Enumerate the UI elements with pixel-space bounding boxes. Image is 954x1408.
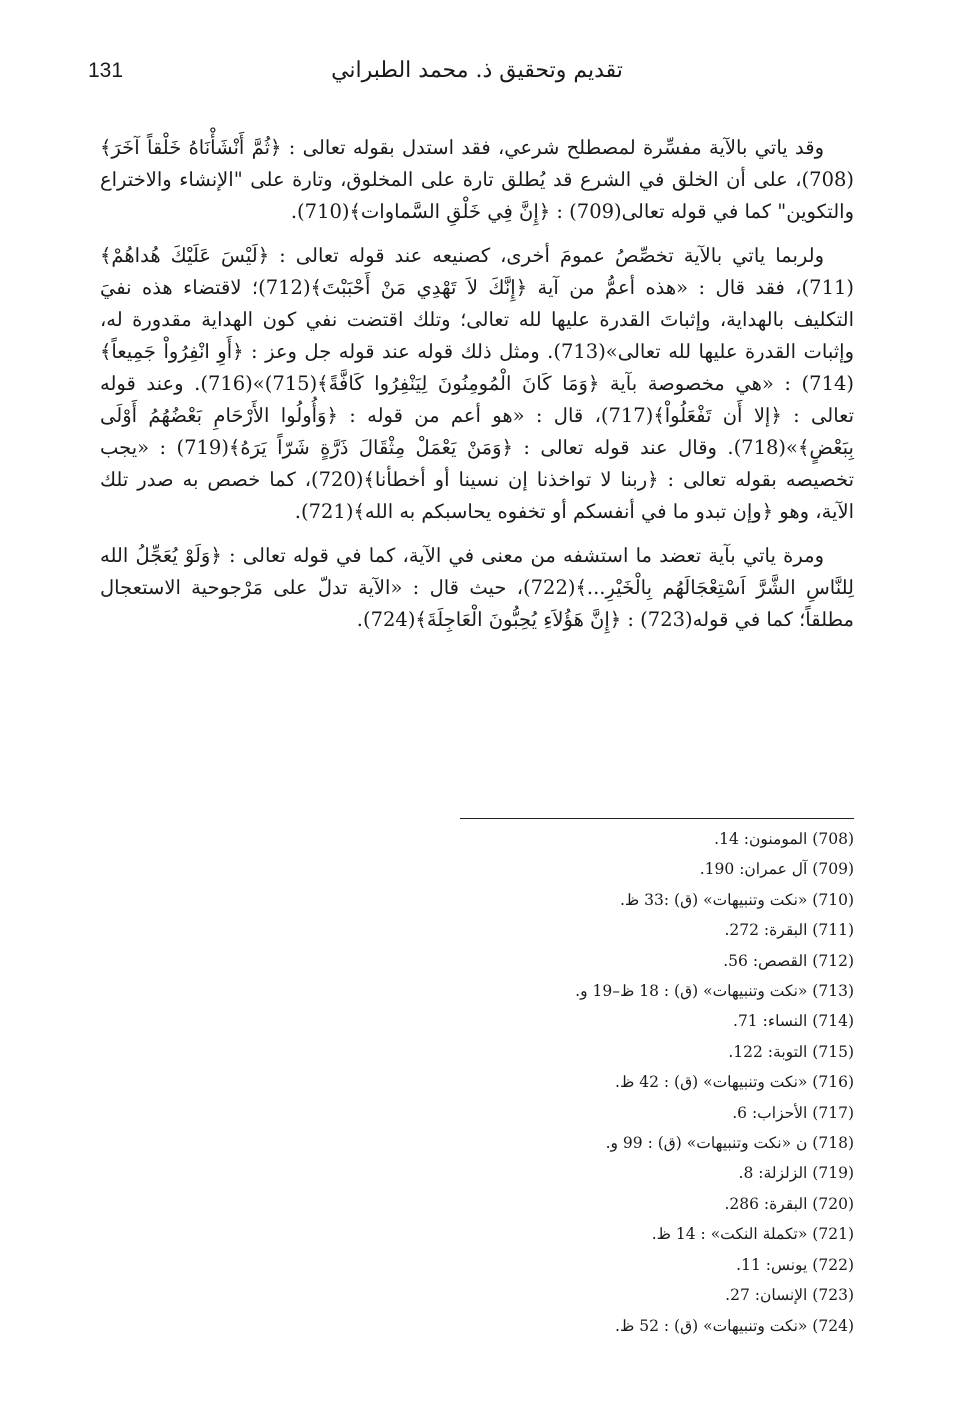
footnote-717: (717) الأحزاب: 6. — [732, 1103, 854, 1122]
page-number: 131 — [88, 59, 124, 82]
main-text — [100, 132, 854, 648]
footnote-711: (711) البقرة: 272. — [724, 921, 854, 940]
running-header-title: تقديم وتحقيق ذ. محمد الطبراني — [331, 58, 623, 83]
footnote-708: (708) المومنون: 14. — [714, 830, 854, 848]
footnote-723: (723) الإنسان: 27. — [725, 1286, 854, 1305]
footnote-720: (720) البقرة: 286. — [724, 1194, 854, 1213]
paragraph-2: ولربما ياتي بالآية تخصِّصُ عمومَ أخرى، كصنيعه عند قوله تعالى : ﴿لَيْسَ عَلَيْكَ هُداهُمْ﴾(711)، فقد قال : «هذه أعمُّ من آية ﴿إِنَّكَ لاَ تَهْدِي مَنْ أَحْبَبْتَ﴾(712)؛ لاقتضاء هذه نفيَ التكليف بالهداية، وإثباتَ القدرة عليها لله تعالى؛ وتلك اقتضت نفي كون الهداية مقدورة له، وإثبات القدرة عليها لله تعالى»(713). ومثل ذلك قوله عند قوله جل وعز : ﴿أَوِ انْفِرُواْ جَمِيعاً﴾(714) : «هي مخصوصة بآية ﴿وَمَا كَانَ الْمُومِنُونَ لِيَنْفِرُوا كَافَّةً﴾(715)»(716). وعند قوله تعالى : ﴿إلا أَن تَفْعَلُواْ﴾(717)، قال : «هو أعم من قوله : ﴿وَأُولُوا الأَرْحَامِ بَعْضُهُمُ أَوْلَى بِبَعْضٍ﴾»(718). وقال عند قوله تعالى : ﴿وَمَنْ يَعْمَلْ مِثْقَالَ ذَرَّةٍ شَرّاً يَرَهُ﴾(719) : «يجب تخصيصه بقوله تعالى : ﴿ربنا لا تواخذنا إن نسينا أو أخطأنا﴾(720)، كما خصص به صدر تلك الآية، وهو ﴿وإن تبدو ما في أنفسكم أو تخفوه يحاسبكم به الله﴾(721). — [100, 244, 855, 523]
footnote-713: (713) «نكت وتنبيهات» (ق) : 18 ظ–19 و. — [575, 982, 854, 1001]
footnote-710: (710) «نكت وتنبيهات» (ق) :33 ظ. — [619, 890, 854, 909]
footnote-715: (715) التوبة: 122. — [728, 1042, 854, 1061]
footnote-714: (714) النساء: 71. — [733, 1012, 854, 1031]
footnote-721: (721) «تكملة النكت» : 14 ظ. — [651, 1225, 854, 1244]
footnotes-list — [494, 824, 854, 1341]
footnote-718: (718) ن «نكت وتنبيهات» (ق) : 99 و. — [605, 1134, 854, 1153]
footnote-709: (709) آل عمران: 190. — [699, 860, 854, 879]
paragraph-3: ومرة ياتي بآية تعضد ما استشفه من معنى في الآية، كما في قوله تعالى : ﴿وَلَوْ يُعَجِّلُ الله لِلنَّاسِ الشَّرَّ اَسْتِعْجَالَهُم بِالْخَيْرِ...﴾(722)، حيث قال : «الآية تدلّ على مَرْجوحية الاستعجال مطلقاً؛ كما في قوله(723) : ﴿إِنَّ هَؤُلاَءِ يُحِبُّونَ الْعَاجِلَةَ﴾(724). — [100, 544, 854, 631]
footnote-separator — [460, 818, 854, 819]
footnote-712: (712) القصص: 56. — [723, 951, 854, 970]
footnote-722: (722) يونس: 11. — [736, 1255, 854, 1274]
footnote-716: (716) «نكت وتنبيهات» (ق) : 42 ظ. — [615, 1073, 854, 1092]
paragraph-1: وقد ياتي بالآية مفسِّرة لمصطلح شرعي، فقد استدل بقوله تعالى : ﴿ثُمَّ أَنْشَأْنَاهُ خَلْقاً آخَرَ﴾(708)، على أن الخلق في الشرع قد يُطلق تارة على المخلوق، وتارة على "الإنشاء والاختراع والتكوين" كما في قوله تعالى(709) : ﴿إِنَّ فِي خَلْقِ السَّماوات﴾(710). — [100, 136, 854, 223]
page-header — [88, 50, 866, 92]
footnote-724: (724) «نكت وتنبيهات» (ق) : 52 ظ. — [615, 1316, 854, 1335]
footnote-719: (719) الزلزلة: 8. — [738, 1164, 854, 1183]
